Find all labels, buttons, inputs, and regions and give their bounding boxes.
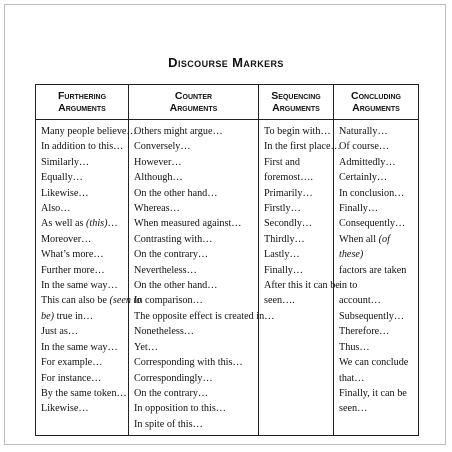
header-line-1: Concluding <box>351 90 401 102</box>
list-item: However… <box>134 156 182 168</box>
header-line-1: Sequencing <box>271 90 321 102</box>
table-header-row <box>36 85 419 120</box>
list-item: For example… <box>41 357 103 369</box>
list-item: Admittedly… <box>339 156 396 168</box>
list-item: Lastly… <box>264 249 300 261</box>
list-item: factors are taken in to <box>339 264 407 292</box>
list-item: seen…. <box>264 295 295 307</box>
list-item: In the same way… <box>41 341 118 353</box>
list-item: Likewise… <box>41 187 89 199</box>
list-item: First and <box>264 156 300 168</box>
list-item: In comparison… <box>134 295 203 307</box>
list-item: The opposite effect is created in… <box>134 310 275 322</box>
list-item: On the contrary… <box>134 387 209 399</box>
list-item: Correspondingly… <box>134 372 213 384</box>
counter-arguments-list <box>129 120 275 436</box>
list-item: Corresponding with this… <box>134 357 243 369</box>
list-item: Many people believe… <box>41 126 137 137</box>
list-item: Just as… <box>41 326 79 338</box>
list-item: In conclusion… <box>339 187 405 199</box>
list-item: Finally… <box>339 203 379 215</box>
list-item: When measured against… <box>134 218 242 230</box>
list-item: To begin with… <box>264 126 331 137</box>
list-item: account… <box>339 295 381 307</box>
list-item: On the other hand… <box>134 187 218 199</box>
list-item: Certainly… <box>339 172 388 184</box>
header-sequencing-arguments <box>259 85 334 120</box>
sequencing-arguments-list <box>259 120 341 436</box>
list-item: In the same way… <box>41 280 118 292</box>
list-item: As well as (this)… <box>41 218 118 230</box>
list-item: Thirdly… <box>264 233 305 245</box>
list-item: Also… <box>41 203 71 215</box>
list-item: Finally, it can be <box>339 387 407 399</box>
header-line-2: Arguments <box>352 102 400 114</box>
list-item: In addition to this… <box>41 141 124 153</box>
list-item: On the other hand… <box>134 280 218 292</box>
document-page <box>4 4 446 445</box>
list-item: seen… <box>339 403 368 415</box>
list-item: Conversely… <box>134 141 191 153</box>
list-item: Primarily… <box>264 187 313 199</box>
list-item: This can also be (seen to <box>41 295 142 307</box>
list-item: Nonetheless… <box>134 326 194 338</box>
list-item: Naturally… <box>339 126 388 137</box>
list-item: What’s more… <box>41 249 104 261</box>
list-item: When all (of these) <box>339 233 390 261</box>
list-item: By the same token… <box>41 387 127 399</box>
header-line-1: Furthering <box>57 90 107 102</box>
header-counter-arguments <box>129 85 259 120</box>
list-item: that… <box>339 372 365 384</box>
concluding-arguments-list <box>334 120 419 436</box>
list-item: On the contrary… <box>134 249 209 261</box>
list-item: Further more… <box>41 264 105 276</box>
list-item: Nevertheless… <box>134 264 197 276</box>
list-item: Contrasting with… <box>134 233 213 245</box>
list-item: In the first place… <box>264 141 341 153</box>
list-item: Equally… <box>41 172 83 184</box>
discourse-markers-table <box>35 84 419 436</box>
header-line-2: Arguments <box>169 102 218 114</box>
header-line-1: Counter <box>174 90 213 102</box>
list-item: Therefore… <box>339 326 390 338</box>
list-item: Others might argue… <box>134 126 223 137</box>
list-item: Likewise… <box>41 403 89 415</box>
list-item: Thus… <box>339 341 370 353</box>
furthering-arguments-list <box>36 120 142 436</box>
list-item: Whereas… <box>134 203 180 215</box>
list-item: In spite of this… <box>134 418 203 430</box>
list-item: be) true in… <box>41 310 94 322</box>
list-item: Consequently… <box>339 218 406 230</box>
list-item: Firstly… <box>264 203 301 215</box>
list-item: Finally… <box>264 264 304 276</box>
list-item: For instance… <box>41 372 102 384</box>
list-item: Moreover… <box>41 233 92 245</box>
header-furthering-arguments <box>36 85 129 120</box>
list-item: Similarly… <box>41 156 90 168</box>
list-item: Subsequently… <box>339 310 405 322</box>
list-item: foremost…. <box>264 172 313 184</box>
list-item: Secondly… <box>264 218 313 230</box>
list-item: Of course… <box>339 141 390 153</box>
list-item: Although… <box>134 172 183 184</box>
header-concluding-arguments <box>334 85 419 120</box>
page-title: Discourse Markers <box>168 55 284 70</box>
header-line-2: Arguments <box>58 102 106 114</box>
list-item: We can conclude <box>339 357 409 369</box>
list-item: Yet… <box>134 341 158 353</box>
header-line-2: Arguments <box>272 102 320 114</box>
table-body-row <box>36 120 419 436</box>
list-item: After this it can be <box>264 280 340 292</box>
list-item: In opposition to this… <box>134 403 226 415</box>
